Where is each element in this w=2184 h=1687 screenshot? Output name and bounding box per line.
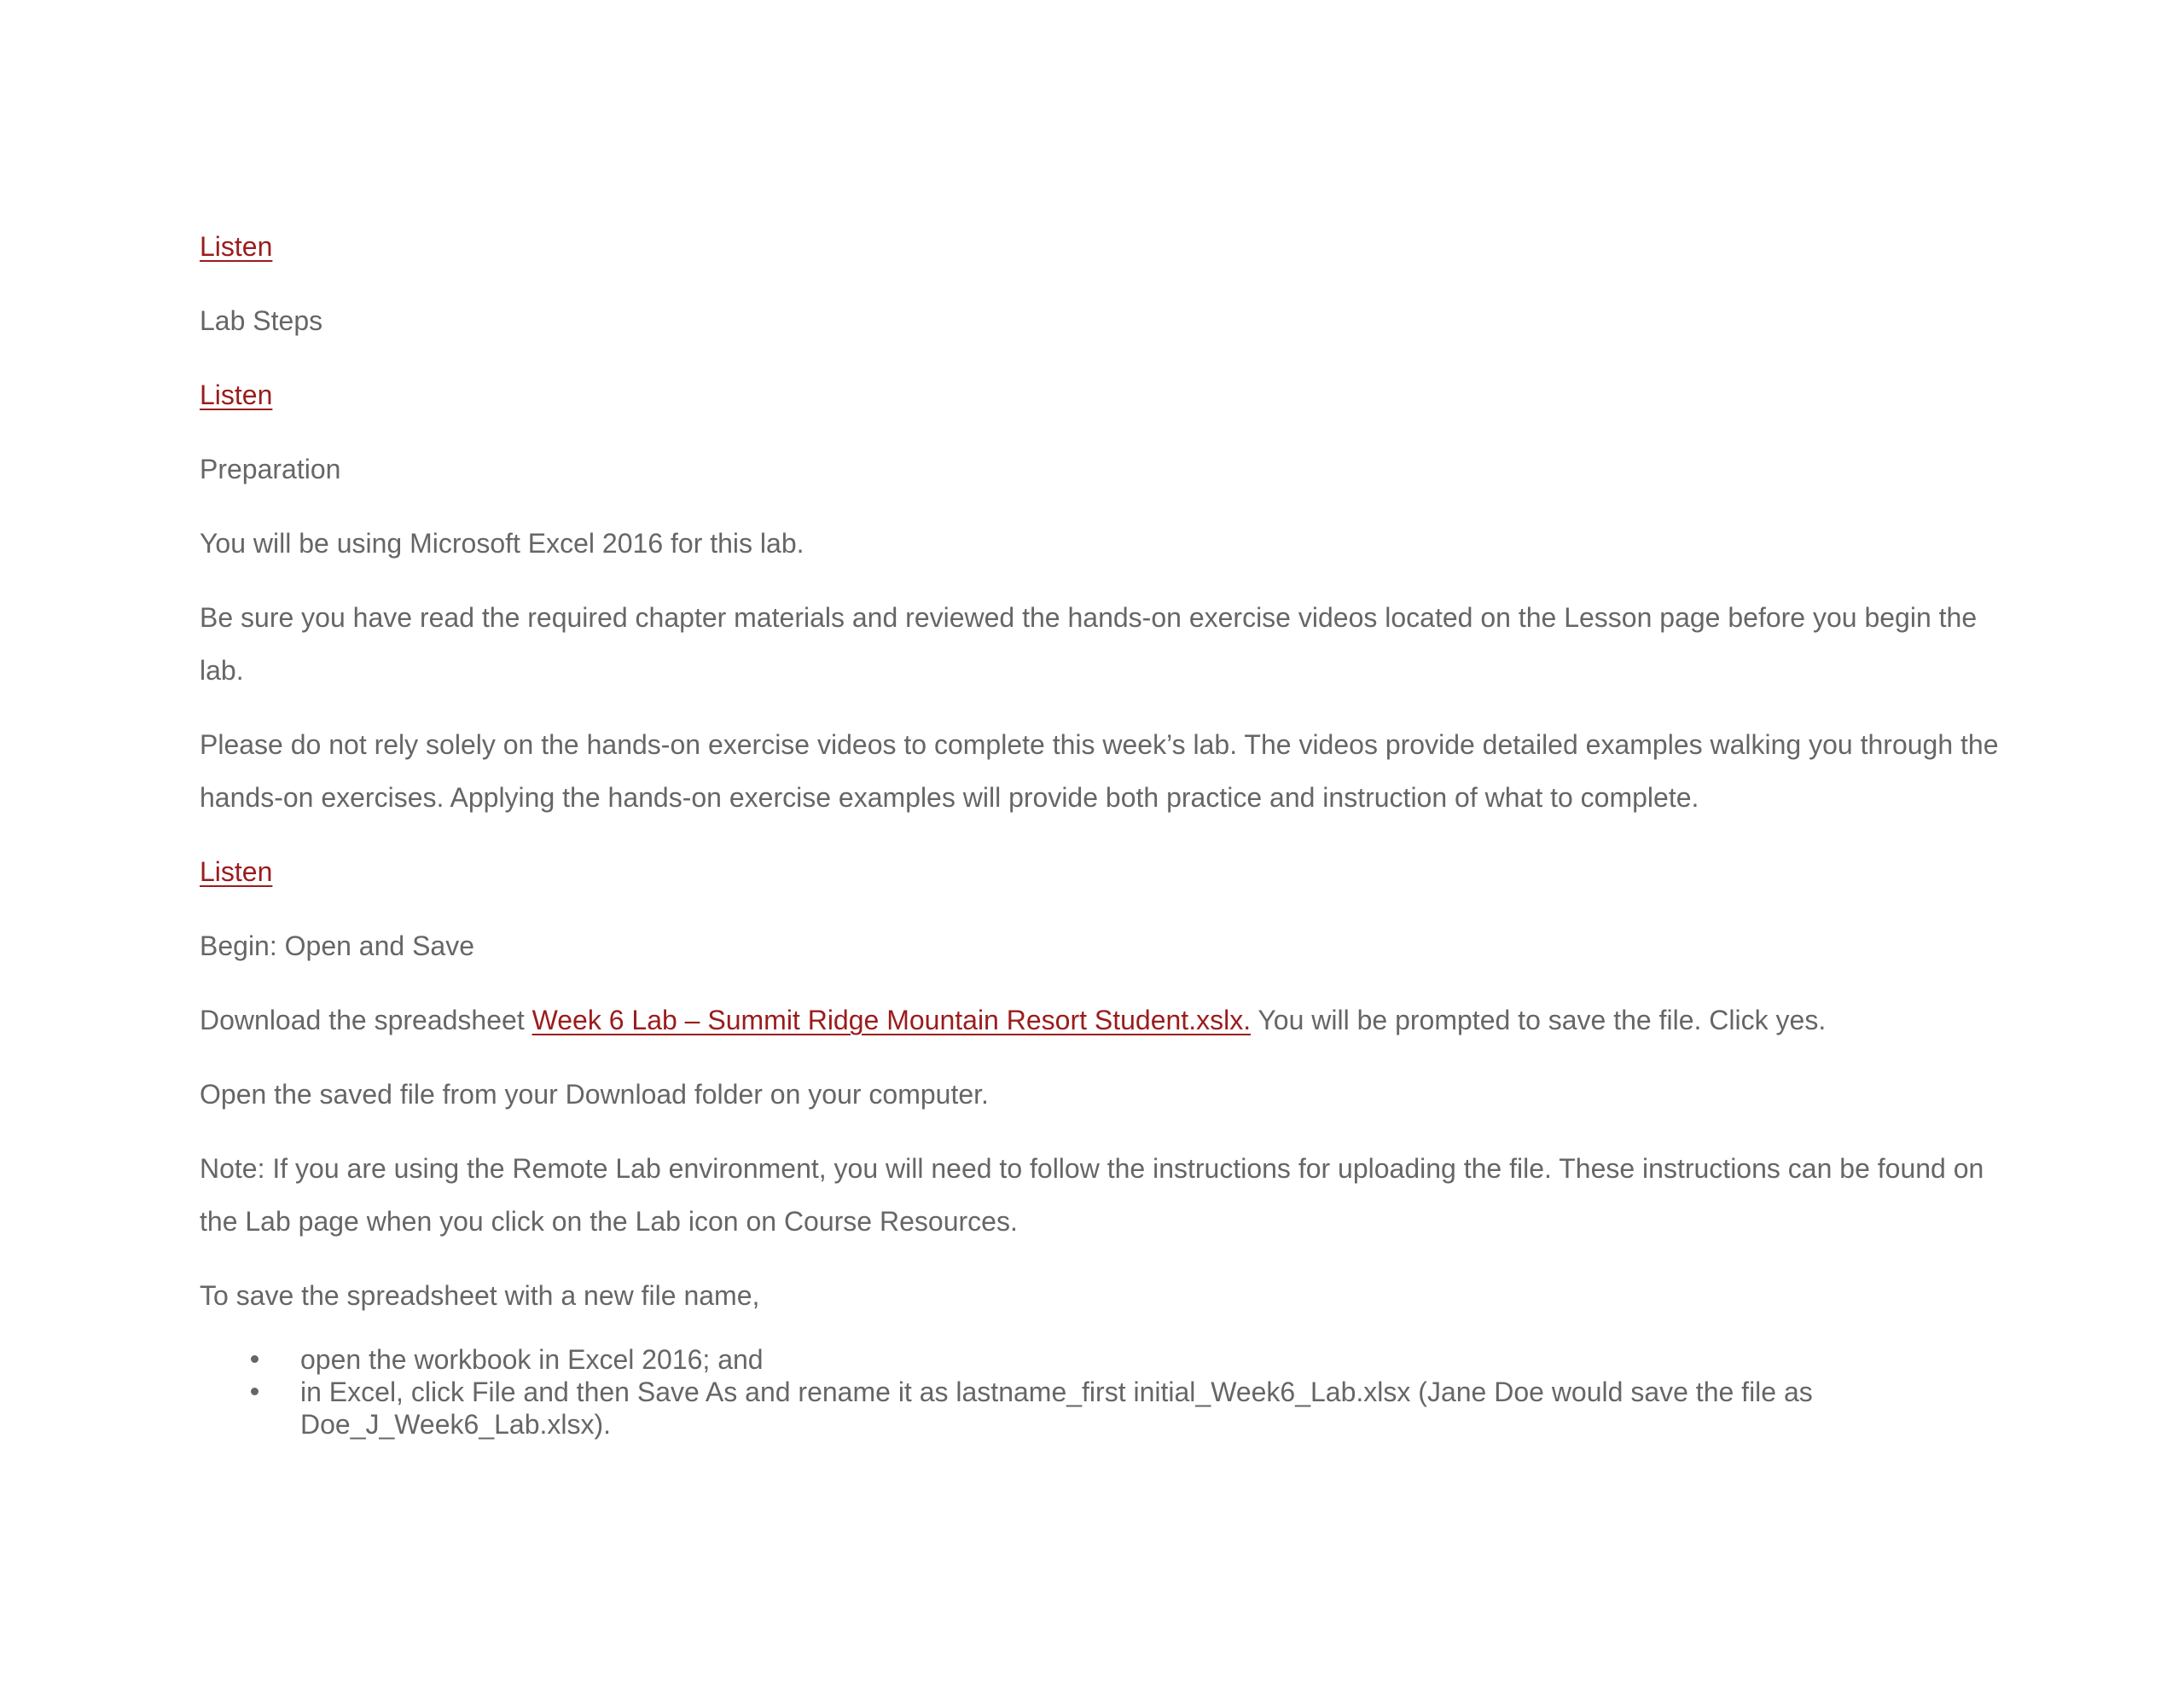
download-suffix: You will be prompted to save the file. Click yes. — [1251, 1005, 1827, 1035]
list-item-text: open the workbook in Excel 2016; and — [300, 1344, 764, 1375]
remote-lab-note: Note: If you are using the Remote Lab environment, you will need to follow the instructions for uploading the file. These instructions can be found on the Lab page when you click on the Lab icon on Course Resources. — [200, 1153, 1984, 1237]
list-item — [200, 1343, 2008, 1376]
read-materials-paragraph: Be sure you have read the required chapter materials and reviewed the hands-on exercise videos located on the Lesson page before you begin the lab. — [200, 602, 1978, 686]
list-item-text: in Excel, click File and then Save As and rename it as lastname_first initial_Week6_Lab.xlsx (Jane Doe would save the file as Doe_J_Week6_Lab.xlsx). — [300, 1377, 1813, 1440]
download-paragraph — [200, 994, 2008, 1046]
listen-link[interactable]: Listen — [200, 380, 273, 410]
listen-paragraph — [200, 845, 2008, 898]
save-steps-list — [200, 1343, 2008, 1441]
open-file-paragraph: Open the saved file from your Download folder on your computer. — [200, 1079, 989, 1110]
spreadsheet-download-link[interactable]: Week 6 Lab – Summit Ridge Mountain Resort Student.xslx. — [531, 1005, 1252, 1035]
bullet-icon — [251, 1388, 258, 1395]
listen-link[interactable]: Listen — [200, 856, 273, 887]
bullet-icon — [251, 1355, 258, 1363]
videos-paragraph: Please do not rely solely on the hands-on exercise videos to complete this week’s lab. The videos provide detailed examples walking you through the hands-on exercises. Applying the hands-on exercise examples will provide both practice and instruction of what to complete. — [200, 729, 1999, 813]
listen-link[interactable]: Listen — [200, 231, 273, 262]
listen-paragraph — [200, 220, 2008, 273]
download-prefix: Download the spreadsheet — [200, 1005, 532, 1035]
lab-steps-heading: Lab Steps — [200, 305, 323, 336]
list-item — [200, 1376, 2008, 1441]
excel-version-paragraph: You will be using Microsoft Excel 2016 for this lab. — [200, 528, 804, 559]
listen-paragraph — [200, 368, 2008, 421]
begin-heading: Begin: Open and Save — [200, 930, 475, 961]
document-page — [200, 220, 2008, 1441]
save-instructions-paragraph: To save the spreadsheet with a new file name, — [200, 1280, 760, 1311]
preparation-heading: Preparation — [200, 454, 341, 484]
